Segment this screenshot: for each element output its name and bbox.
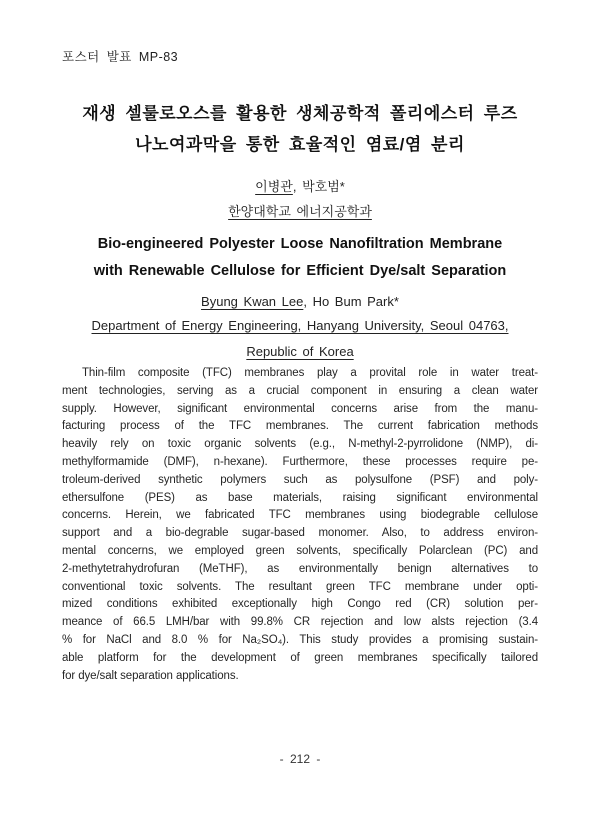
- abstract-line: troleum-derived synthetic polymers such as polysulfone (PSF) and poly-: [62, 473, 538, 486]
- english-affiliation-line1-text: Department of Energy Engineering, Hanyang University, Seoul 04763,: [91, 318, 509, 333]
- abstract-line: for dye/salt separation applications.: [62, 669, 239, 682]
- abstract-line: methylformamide (DMF), n-hexane). Furthermore, these processes require pe-: [62, 455, 538, 468]
- abstract-line: facturing process of the TFC membranes. The current fabrication methods: [62, 420, 538, 433]
- abstract-line: conventional toxic solvents. The resultant green TFC membrane under opti-: [62, 580, 538, 593]
- english-affiliation-line2-text: Republic of Korea: [246, 344, 354, 359]
- abstract-line: heavily rely on toxic organic solvents (e.g., N-methyl-2-pyrrolidone (NMP), di-: [62, 438, 538, 451]
- korean-author-presenting: 이병관: [255, 179, 293, 194]
- korean-title: [61, 98, 539, 160]
- abstract-line: able platform for the development of green membranes specifically tailored: [62, 651, 538, 664]
- page-number: - 212 -: [279, 752, 321, 766]
- abstract-line: meance of 66.5 LMH/bar with 99.8% CR rejection and low alsts rejection (3.4: [62, 616, 538, 629]
- korean-title-line2: 나노여과막을 통한 효율적인 염료/염 분리: [135, 135, 465, 154]
- korean-title-line1: 재생 셀룰로오스를 활용한 생체공학적 폴리에스터 루즈: [82, 104, 518, 123]
- abstract-body: [62, 365, 538, 685]
- english-title-line2: with Renewable Cellulose for Efficient Dye/salt Separation: [93, 263, 507, 279]
- poster-session-label: 포스터 발표 MP-83: [62, 50, 179, 64]
- abstract-line: support and a bio-degrable sugar-based monomer. Also, to address environ-: [62, 527, 538, 540]
- english-affiliation-line1: [61, 318, 539, 333]
- korean-affiliation: [61, 201, 539, 220]
- english-affiliation-line2: [61, 344, 539, 359]
- english-author-presenting: Byung Kwan Lee: [201, 294, 304, 309]
- english-title: [61, 231, 539, 285]
- abstract-line: concerns. Herein, we fabricated TFC membranes using biodegrable cellulose: [62, 509, 538, 522]
- abstract-line: % for NaCl and 8.0 % for Na₂SO₄). This study provides a promising sustain-: [62, 633, 538, 646]
- english-authors-rest: , Ho Bum Park*: [303, 294, 399, 309]
- korean-authors: [61, 176, 539, 195]
- abstract-line: ethersulfone (PES) as base materials, raising significant environmental: [62, 491, 538, 504]
- abstract-line: 2-methytetrahydrofuran (MeTHF), as environmentally benign alternatives to: [62, 562, 538, 575]
- korean-authors-rest: , 박호범*: [292, 179, 345, 194]
- abstract-line: Thin-film composite (TFC) membranes play a provital role in water treat-: [82, 367, 538, 379]
- abstract-line: ment technologies, serving as a crucial component in ensuring a clean water: [62, 384, 538, 397]
- abstract-line: mized conditions exhibited exceptionally high Congo red (CR) solution per-: [62, 598, 538, 611]
- abstract-line: supply. However, significant environmental concerns arise from the manu-: [62, 402, 538, 415]
- korean-affiliation-text: 한양대학교 에너지공학과: [228, 204, 372, 219]
- english-title-line1: Bio-engineered Polyester Loose Nanofiltration Membrane: [97, 236, 503, 252]
- abstract-line: mental concerns, we employed green solvents, specifically Polarclean (PC) and: [62, 544, 538, 557]
- english-authors: [61, 294, 539, 309]
